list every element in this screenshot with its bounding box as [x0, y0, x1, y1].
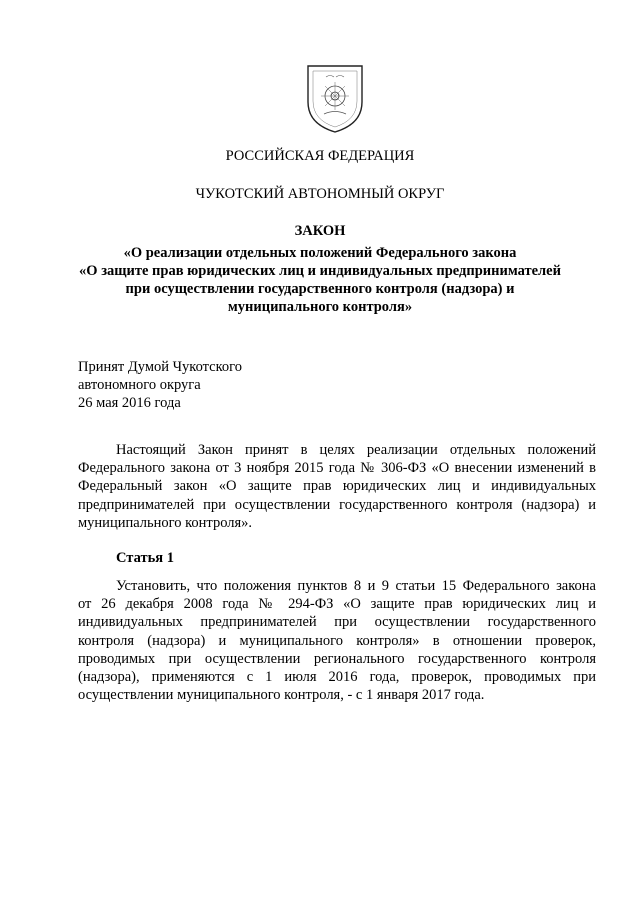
- federation-name: РОССИЙСКАЯ ФЕДЕРАЦИЯ: [225, 148, 415, 164]
- law-title-line: муниципального контроля»: [227, 299, 413, 315]
- paragraph-line: контроля (надзора) и муниципального контроля» в отношении проверок,: [78, 632, 596, 649]
- paragraph-line: Федеральный закон «О защите прав юридических лиц и индивидуальных: [78, 478, 596, 495]
- paragraph-line: муниципального контроля».: [78, 514, 253, 531]
- law-title-line: «О защите прав юридических лиц и индивидуальных предпринимателей: [79, 263, 561, 279]
- paragraph-line: индивидуальных предпринимателей при осуществлении государственного: [78, 614, 596, 631]
- article-heading: Статья 1: [116, 550, 174, 566]
- region-name: ЧУКОТСКИЙ АВТОНОМНЫЙ ОКРУГ: [195, 186, 445, 202]
- chukotka-coat-of-arms-icon: [304, 62, 366, 134]
- law-title-line: при осуществлении государственного контроля (надзора) и: [125, 281, 515, 297]
- preamble-paragraph: [78, 441, 596, 532]
- adoption-line: Принят Думой Чукотского: [78, 359, 243, 375]
- paragraph-line: Установить, что положения пунктов 8 и 9 статьи 15 Федерального закона: [116, 578, 596, 594]
- document-type: ЗАКОН: [294, 223, 346, 239]
- paragraph-line: Федерального закона от 3 ноября 2015 года № 306-ФЗ «О внесении изменений в: [78, 460, 596, 477]
- article-1-paragraph: [78, 577, 596, 704]
- paragraph-line: Настоящий Закон принят в целях реализации отдельных положений: [116, 442, 596, 458]
- paragraph-line: (надзора), применяются с 1 июля 2016 года, проверок, проводимых при: [78, 668, 596, 685]
- paragraph-line: проводимых при осуществлении регионального государственного контроля: [78, 650, 596, 667]
- adoption-block: [78, 358, 242, 412]
- adoption-date: 26 мая 2016 года: [78, 395, 181, 411]
- paragraph-line: осуществлении муниципального контроля, - с 1 января 2017 года.: [78, 687, 485, 704]
- paragraph-line: предпринимателей при осуществлении государственного контроля (надзора) и: [78, 496, 596, 513]
- paragraph-line: от 26 декабря 2008 года № 294-ФЗ «О защите прав юридических лиц и: [78, 596, 596, 613]
- adoption-line: автономного округа: [78, 377, 201, 393]
- law-title-line: «О реализации отдельных положений Федерального закона: [123, 245, 517, 261]
